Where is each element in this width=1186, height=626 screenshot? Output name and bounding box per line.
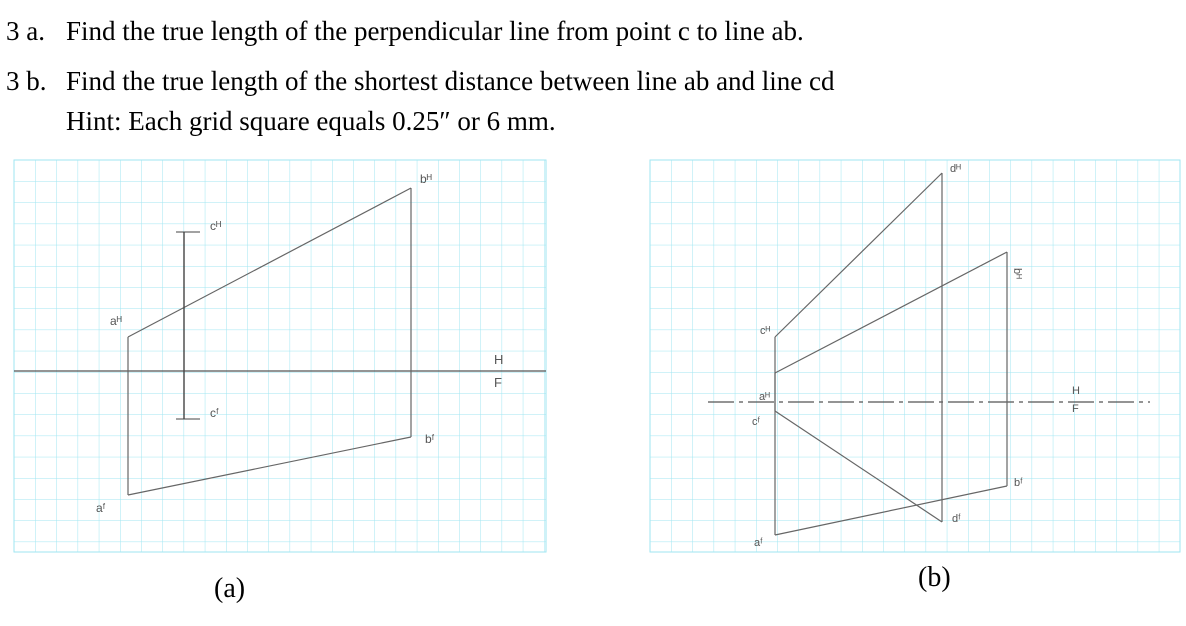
label-a-aH: aᴴ bbox=[110, 314, 122, 328]
label-b-H: H bbox=[1072, 385, 1080, 397]
figure-a bbox=[14, 160, 546, 552]
label-b-dF: dᶠ bbox=[952, 513, 961, 525]
question-3a-number: 3 a. bbox=[6, 16, 45, 46]
label-b-bF: bᶠ bbox=[1014, 477, 1023, 489]
question-3b-number: 3 b. bbox=[6, 66, 47, 96]
label-b-cF: cᶠ bbox=[752, 416, 761, 428]
figure-a-grid bbox=[14, 160, 546, 552]
label-a-H: H bbox=[494, 352, 504, 367]
label-a-cF: cᶠ bbox=[210, 406, 219, 420]
label-b-bH: bᴴ bbox=[1011, 268, 1023, 279]
label-a-bH: bᴴ bbox=[420, 172, 432, 186]
figure-b-caption: (b) bbox=[918, 562, 951, 593]
question-3b-text: Find the true length of the shortest distance between line ab and line cd bbox=[66, 66, 835, 96]
question-3a-text: Find the true length of the perpendicular line from point c to line ab. bbox=[66, 16, 804, 46]
label-b-cH: cᴴ bbox=[760, 325, 771, 337]
label-a-F: F bbox=[494, 375, 502, 390]
figure-b-grid bbox=[650, 160, 1180, 552]
hint-text: Hint: Each grid square equals 0.25″ or 6 mm. bbox=[66, 106, 556, 136]
label-a-aF: aᶠ bbox=[96, 501, 106, 515]
label-b-aH: aᴴ bbox=[759, 391, 770, 403]
label-b-aF: aᶠ bbox=[754, 537, 763, 549]
figure-b bbox=[650, 160, 1180, 552]
label-a-cH: cᴴ bbox=[210, 219, 222, 233]
label-b-F: F bbox=[1072, 403, 1079, 415]
figure-a-caption: (a) bbox=[214, 573, 246, 604]
label-b-dH: dᴴ bbox=[950, 163, 961, 175]
label-a-bF: bᶠ bbox=[425, 432, 435, 446]
